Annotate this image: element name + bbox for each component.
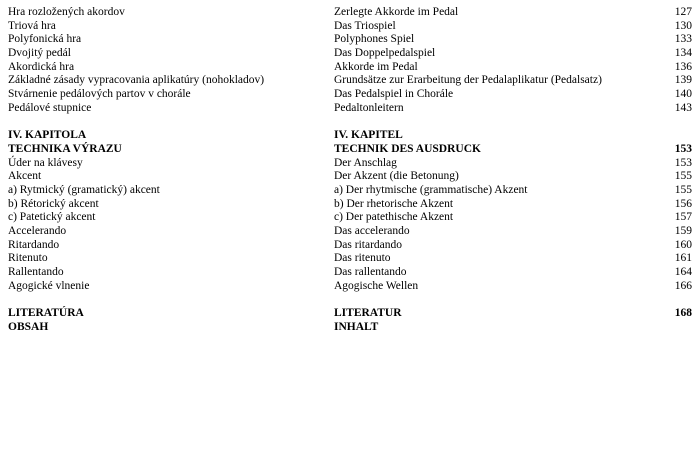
toc-row: [8, 61, 692, 75]
toc-page-number: 155: [674, 170, 692, 183]
toc-page-number: 134: [674, 47, 692, 60]
toc-entry-slovak: Polyfonická hra: [8, 33, 82, 46]
toc-page-number: 166: [674, 279, 692, 292]
toc-entry-german: Grundsätze zur Erarbeitung der Pedalaplikatur (Pedalsatz): [334, 74, 602, 87]
toc-row: [8, 239, 692, 253]
contents-heading-slovak: OBSAH: [8, 320, 49, 333]
toc-entry-slovak: Dvojitý pedál: [8, 47, 71, 60]
toc-entry-slovak: Základné zásady vypracovania aplikatúry (nohokladov): [8, 74, 265, 87]
toc-page-number: 157: [674, 211, 692, 224]
toc-entry-german: b) Der rhetorische Akzent: [334, 197, 454, 210]
toc-entry-slovak: b) Rétorický akcent: [8, 197, 99, 210]
toc-entry-slovak: Accelerando: [8, 225, 67, 237]
toc-entry-slovak: Agogické vlnenie: [8, 279, 90, 292]
toc-page-number: 136: [674, 60, 692, 73]
toc-page-number: 153: [674, 156, 692, 169]
toc-section-heading: [8, 321, 692, 335]
toc-page-number: 160: [674, 238, 692, 251]
toc-entry-german: Agogische Wellen: [334, 279, 419, 292]
toc-entry-slovak: Hra rozložených akordov: [8, 6, 125, 18]
toc-entry-german: a) Der rhytmische (grammatische) Akzent: [334, 183, 528, 196]
toc-row: [8, 102, 692, 116]
toc-entry-german: Das ritardando: [334, 238, 403, 251]
toc-spacer: [8, 116, 692, 130]
toc-row: [8, 280, 692, 294]
toc-entry-slovak: Úder na klávesy: [8, 156, 83, 169]
toc-entry-german: Der Anschlag: [334, 156, 397, 169]
toc-row: [8, 211, 692, 225]
toc-entry-german: Polyphones Spiel: [334, 33, 415, 46]
toc-entry-german: Das Pedalspiel in Chorále: [334, 88, 454, 101]
toc-row: [8, 157, 692, 171]
toc-page-number: 130: [674, 19, 692, 32]
toc-entry-slovak: Ritenuto: [8, 252, 48, 265]
toc-row: [8, 47, 692, 61]
toc-row: [8, 198, 692, 212]
toc-page-number: 159: [674, 225, 692, 237]
toc-entry-slovak: a) Rytmický (gramatický) akcent: [8, 183, 160, 196]
toc-row: [8, 184, 692, 198]
toc-page-number: 156: [674, 197, 692, 210]
toc-page-number: 143: [674, 101, 692, 114]
toc-section-heading: [8, 307, 692, 321]
literature-heading-slovak: LITERATÚRA: [8, 307, 84, 320]
contents-heading-german: INHALT: [334, 320, 379, 333]
toc-entry-slovak: Pedálové stupnice: [8, 101, 92, 114]
toc-entry-german: Das rallentando: [334, 266, 407, 279]
toc-entry-slovak: Stvárnenie pedálových partov v chorále: [8, 88, 191, 101]
toc-page-number: 155: [674, 183, 692, 196]
toc-entry-german: Akkorde im Pedal: [334, 60, 418, 73]
toc-row: [8, 6, 692, 20]
toc-row: [8, 252, 692, 266]
toc-entry-german: Das accelerando: [334, 225, 410, 237]
toc-entry-slovak: Triová hra: [8, 19, 56, 32]
chapter-number-german: IV. KAPITEL: [334, 129, 403, 142]
toc-entry-german: c) Der patethische Akzent: [334, 211, 454, 224]
toc-row: [8, 74, 692, 88]
toc-entry-slovak: Akordická hra: [8, 60, 75, 73]
table-of-contents: [8, 6, 692, 335]
toc-page-number: 127: [674, 6, 692, 18]
toc-page-number: 140: [674, 88, 692, 101]
toc-entry-german: Zerlegte Akkorde im Pedal: [334, 6, 459, 18]
toc-row: [8, 33, 692, 47]
toc-page-number: 161: [674, 252, 692, 265]
toc-entry-german: Das Doppelpedalspiel: [334, 47, 436, 60]
chapter-number-slovak: IV. KAPITOLA: [8, 129, 87, 142]
toc-row: [8, 225, 692, 239]
toc-entry-german: Der Akzent (die Betonung): [334, 170, 459, 183]
chapter-title-german: TECHNIK DES AUSDRUCK: [334, 142, 481, 155]
toc-row: [8, 266, 692, 280]
toc-entry-slovak: Ritardando: [8, 238, 60, 251]
toc-page-number: 153: [674, 142, 692, 155]
toc-row: [8, 88, 692, 102]
toc-entry-german: Das Triospiel: [334, 19, 396, 32]
toc-row: [8, 20, 692, 34]
chapter-title-slovak: TECHNIKA VÝRAZU: [8, 142, 122, 155]
literature-heading-german: LITERATUR: [334, 307, 402, 320]
toc-page-number: 139: [674, 74, 692, 87]
toc-entry-slovak: c) Patetický akcent: [8, 211, 96, 224]
toc-page-number: 133: [674, 33, 692, 46]
toc-entry-german: Pedaltonleitern: [334, 101, 404, 114]
toc-spacer: [8, 293, 692, 307]
toc-chapter-heading: [8, 129, 692, 143]
toc-chapter-title: [8, 143, 692, 157]
toc-page-number: 164: [674, 266, 692, 279]
toc-entry-slovak: Akcent: [8, 170, 42, 183]
toc-entry-slovak: Rallentando: [8, 266, 64, 279]
toc-entry-german: Das ritenuto: [334, 252, 391, 265]
toc-page-number: 168: [674, 307, 692, 320]
toc-row: [8, 170, 692, 184]
